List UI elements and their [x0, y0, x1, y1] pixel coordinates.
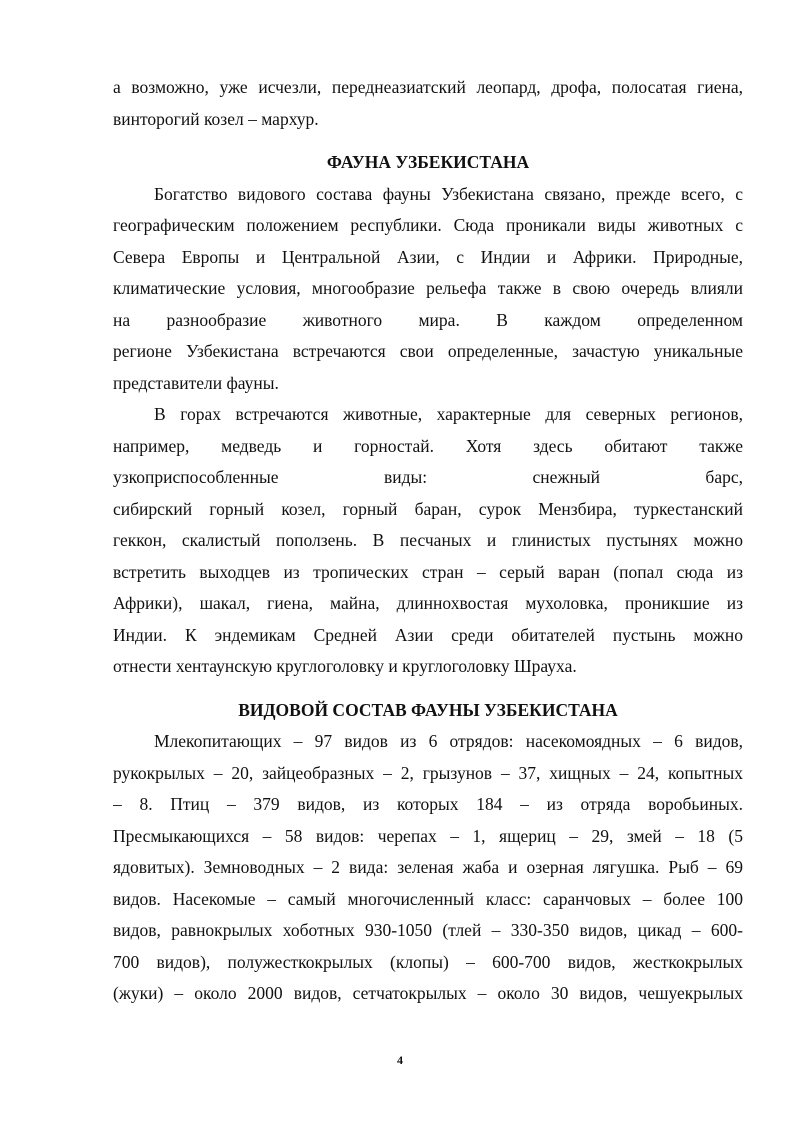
paragraph-line: рукокрылых – 20, зайцеобразных – 2, грызунов – 37, хищных – 24, копытных	[113, 762, 743, 783]
paragraph-line: географическим положением республики. Сюда проникали виды животных с	[113, 215, 743, 235]
page-text	[113, 72, 743, 1010]
page-number: 4	[397, 1053, 403, 1067]
paragraph-line: Богатство видового состава фауны Узбекистана связано, прежде всего, с	[154, 183, 743, 204]
paragraph-line: узкоприспособленные виды: снежный барс,	[113, 467, 743, 487]
paragraph-line: Млекопитающих – 97 видов из 6 отрядов: насекомоядных – 6 видов,	[154, 731, 743, 751]
paragraph-line: В горах встречаются животные, характерные для северных регионов,	[154, 404, 743, 424]
paragraph-line: геккон, скалистый поползень. В песчаных и глинистых пустынях можно	[113, 530, 743, 550]
paragraph-line: сибирский горный козел, горный баран, сурок Мензбира, туркестанский	[113, 498, 743, 519]
paragraph-line: например, медведь и горностай. Хотя здесь обитают также	[113, 435, 743, 456]
paragraph-line: на разнообразие животного мира. В каждом определенном	[113, 309, 743, 330]
paragraph-line: Севера Европы и Центральной Азии, с Индии и Африки. Природные,	[113, 246, 743, 267]
paragraph-line: видов, равнокрылых хоботных 930-1050 (тлей – 330-350 видов, цикад – 600-	[113, 920, 743, 940]
paragraph-line: представители фауны.	[113, 372, 279, 393]
paragraph-line: климатические условия, многообразие рельефа также в свою очередь влияли	[113, 278, 743, 298]
paragraph-line: регионе Узбекистана встречаются свои определенные, зачастую уникальные	[113, 341, 743, 361]
intro-line: винторогий козел – мархур.	[113, 108, 319, 129]
paragraph-line: Африки), шакал, гиена, майна, длиннохвостая мухоловка, проникшие из	[113, 593, 743, 613]
paragraph-line: – 8. Птиц – 379 видов, из которых 184 – из отряда воробьиных.	[113, 794, 743, 814]
paragraph-line: (жуки) – около 2000 видов, сетчатокрылых – около 30 видов, чешуекрылых	[113, 983, 743, 1003]
paragraph-line: отнести хентаунскую круглоголовку и круглоголовку Шрауха.	[113, 656, 577, 676]
paragraph-line: встретить выходцев из тропических стран – серый варан (попал сюда из	[113, 561, 743, 582]
intro-line: а возможно, уже исчезли, переднеазиатский леопард, дрофа, полосатая гиена,	[113, 77, 743, 97]
paragraph-line: видов. Насекомые – самый многочисленный класс: саранчовых – более 100	[113, 888, 743, 909]
paragraph-line: 700 видов), полужесткокрылых (клопы) – 600-700 видов, жесткокрылых	[113, 951, 743, 972]
paragraph-line: ядовитых). Земноводных – 2 вида: зеленая жаба и озерная лягушка. Рыб – 69	[113, 857, 743, 877]
paragraph-line: Пресмыкающихся – 58 видов: черепах – 1, ящериц – 29, змей – 18 (5	[113, 825, 743, 846]
paragraph-line: Индии. К эндемикам Средней Азии среди обитателей пустынь можно	[113, 624, 743, 645]
section-heading-species: ВИДОВОЙ СОСТАВ ФАУНЫ УЗБЕКИСТАНА	[238, 699, 618, 720]
section-heading-fauna: ФАУНА УЗБЕКИСТАНА	[326, 152, 530, 172]
